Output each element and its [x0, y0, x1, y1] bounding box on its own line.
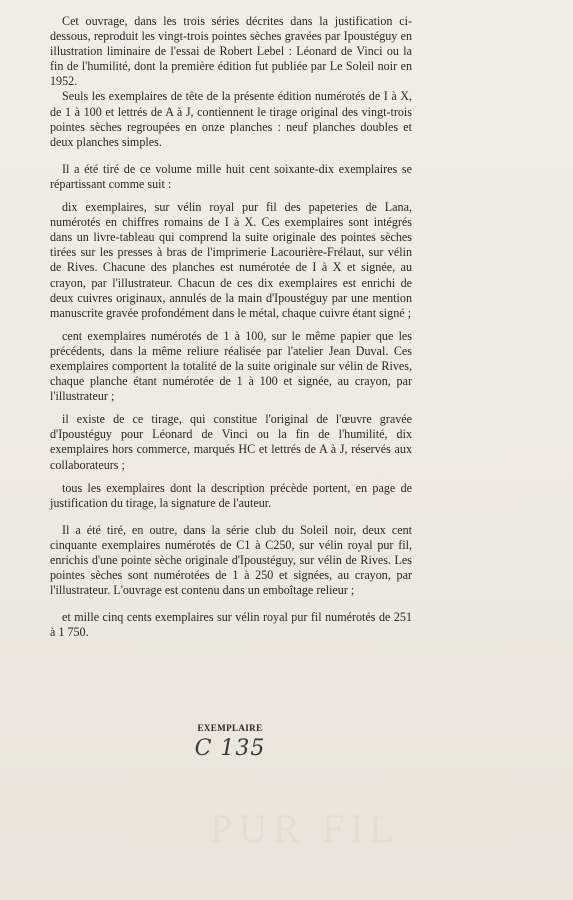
paragraph-mille-cinq-cents: et mille cinq cents exemplaires sur vélin royal pur fil numérotés de 251 à 1 750. [50, 610, 412, 640]
paragraph-signature: tous les exemplaires dont la description précède portent, en page de justification du tirage, la signature de l'auteur. [50, 480, 412, 510]
paragraph-tete: Seuls les exemplaires de tête de la présente édition numérotés de I à X, de 1 à 100 et lettrés de A à J, contiennent le tirage original des vingt-trois pointes sèches regroupées en onze planches : neuf planches doubles et deux planches simples. [50, 89, 412, 149]
paragraph-dix-exemplaires: dix exemplaires, sur vélin royal pur fil des papeteries de Lana, numérotés en chiffres romains de I à X. Ces exemplaires sont intégrés dans un livre-tableau qui comprend la suite originale des pointes sèches tirées sur les presses à bras de l'imprimerie Lacourière-Frélaut, sur vélin de Rives. Chacune des planches est numérotée de I à X et signée, au crayon, par l'illustrateur. Chacun de ces dix exemplaires est enrichi de deux cuivres originaux, annulés de la main d'Ipoustéguy par une mention manuscrite gravée profondément dans le métal, chaque cuivre étant signé ; [50, 200, 412, 320]
paragraph-hors-commerce: il existe de ce tirage, qui constitue l'original de l'œuvre gravée d'Ipoustéguy pour Léonard de Vinci ou la fin de l'humilité, dix exemplaires hors commerce, marqués HC et lettrés de A à J, réservés aux collaborateurs ; [50, 412, 412, 472]
exemplaire-label: EXEMPLAIRE [197, 723, 263, 733]
exemplaire-number-handwritten: C 135 [194, 736, 266, 761]
paragraph-intro: Cet ouvrage, dans les trois séries décrites dans la justification ci-dessous, reproduit les vingt-trois pointes sèches gravées par Ipoustéguy en illustration liminaire de l'essai de Robert Lebel : Léonard de Vinci ou la fin de l'humilité, dont la première édition fut publiée par Le Soleil noir en 1952. [50, 14, 412, 89]
justification-text [50, 14, 412, 640]
paragraph-tirage: Il a été tiré de ce volume mille huit cent soixante-dix exemplaires se répartissant comme suit : [50, 161, 412, 191]
paragraph-cent-exemplaires: cent exemplaires numérotés de 1 à 100, sur le même papier que les précédents, dans la même reliure réalisée par l'atelier Jean Duval. Ces exemplaires comportent la totalité de la suite originale sur vélin de Rives, chaque planche étant numérotée de 1 à 100 et signée, au crayon, par l'illustrateur ; [50, 328, 412, 404]
paragraph-serie-club: Il a été tiré, en outre, dans la série club du Soleil noir, deux cent cinquante exemplaires numérotés de C1 à C250, sur vélin royal pur fil, enrichis d'une pointe sèche originale d'Ipoustéguy, sur vélin de Rives. Les pointes sèches sont numérotées de 1 à 250 et signées, au crayon, par l'illustrateur. L'ouvrage est contenu dans un emboîtage relieur ; [50, 522, 412, 598]
paper-watermark: PUR FIL [210, 806, 400, 851]
